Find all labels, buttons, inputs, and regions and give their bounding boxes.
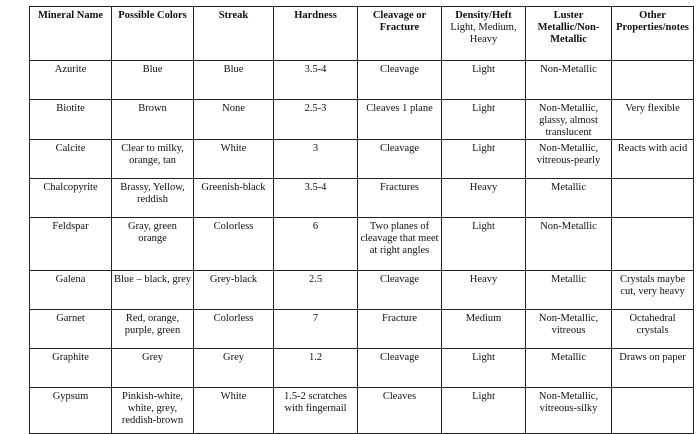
streak-cell: Greenish-black xyxy=(194,179,274,218)
cleavage-cell: Cleaves 1 plane xyxy=(358,100,442,140)
hardness-cell: 3.5-4 xyxy=(274,179,358,218)
cleavage-cell: Cleaves xyxy=(358,388,442,434)
possible-colors-cell: Blue – black, grey xyxy=(112,271,194,310)
cleavage-cell: Cleavage xyxy=(358,140,442,179)
other-properties-cell: Crystals maybe cut, very heavy xyxy=(612,271,694,310)
other-properties-cell xyxy=(612,61,694,100)
mineral-name-cell: Galena xyxy=(30,271,112,310)
mineral-name-cell: Feldspar xyxy=(30,218,112,271)
density-cell: Heavy xyxy=(442,179,526,218)
hardness-cell: 1.2 xyxy=(274,349,358,388)
other-properties-cell: Very flexible xyxy=(612,100,694,140)
header-mineral-name: Mineral Name xyxy=(30,7,112,61)
streak-cell: White xyxy=(194,388,274,434)
cleavage-cell: Cleavage xyxy=(358,61,442,100)
other-properties-cell: Reacts with acid xyxy=(612,140,694,179)
luster-cell: Non-Metallic xyxy=(526,218,612,271)
hardness-cell: 6 xyxy=(274,218,358,271)
streak-cell: White xyxy=(194,140,274,179)
mineral-properties-table xyxy=(29,6,694,434)
mineral-name-cell: Calcite xyxy=(30,140,112,179)
other-properties-cell: Draws on paper xyxy=(612,349,694,388)
mineral-name-cell: Garnet xyxy=(30,310,112,349)
cleavage-cell: Two planes of cleavage that meet at right angles xyxy=(358,218,442,271)
cleavage-cell: Cleavage xyxy=(358,349,442,388)
streak-cell: Blue xyxy=(194,61,274,100)
other-properties-cell xyxy=(612,218,694,271)
streak-cell: None xyxy=(194,100,274,140)
density-cell: Light xyxy=(442,349,526,388)
streak-cell: Colorless xyxy=(194,218,274,271)
other-properties-cell xyxy=(612,179,694,218)
hardness-cell: 1.5-2 scratches with fingernail xyxy=(274,388,358,434)
header-density-subtitle: Light, Medium, Heavy xyxy=(450,22,517,45)
density-cell: Light xyxy=(442,100,526,140)
cleavage-cell: Cleavage xyxy=(358,271,442,310)
hardness-cell: 3 xyxy=(274,140,358,179)
header-density-title: Density/Heft xyxy=(455,10,512,21)
table-row xyxy=(30,271,694,310)
mineral-name-cell: Azurite xyxy=(30,61,112,100)
mineral-table-sheet xyxy=(29,6,694,434)
mineral-name-cell: Biotite xyxy=(30,100,112,140)
streak-cell: Grey-black xyxy=(194,271,274,310)
density-cell: Light xyxy=(442,218,526,271)
possible-colors-cell: Clear to milky, orange, tan xyxy=(112,140,194,179)
density-cell: Light xyxy=(442,388,526,434)
density-cell: Light xyxy=(442,61,526,100)
table-row xyxy=(30,179,694,218)
cleavage-cell: Fractures xyxy=(358,179,442,218)
luster-cell: Metallic xyxy=(526,271,612,310)
luster-cell: Metallic xyxy=(526,349,612,388)
header-possible-colors: Possible Colors xyxy=(112,7,194,61)
header-luster: Luster Metallic/Non-Metallic xyxy=(526,7,612,61)
streak-cell: Grey xyxy=(194,349,274,388)
possible-colors-cell: Pinkish-white, white, grey, reddish-brown xyxy=(112,388,194,434)
luster-cell: Non-Metallic, glassy, almost translucent xyxy=(526,100,612,140)
table-row xyxy=(30,388,694,434)
density-cell: Medium xyxy=(442,310,526,349)
other-properties-cell: Octahedral crystals xyxy=(612,310,694,349)
mineral-name-cell: Graphite xyxy=(30,349,112,388)
table-row xyxy=(30,349,694,388)
possible-colors-cell: Brassy, Yellow, reddish xyxy=(112,179,194,218)
luster-cell: Non-Metallic, vitreous-pearly xyxy=(526,140,612,179)
possible-colors-cell: Red, orange, purple, green xyxy=(112,310,194,349)
possible-colors-cell: Grey xyxy=(112,349,194,388)
table-row xyxy=(30,140,694,179)
table-row xyxy=(30,100,694,140)
other-properties-cell xyxy=(612,388,694,434)
table-row xyxy=(30,218,694,271)
header-cleavage-fracture: Cleavage or Fracture xyxy=(358,7,442,61)
header-other-properties: Other Properties/notes xyxy=(612,7,694,61)
table-row xyxy=(30,310,694,349)
mineral-name-cell: Gypsum xyxy=(30,388,112,434)
header-streak: Streak xyxy=(194,7,274,61)
density-cell: Heavy xyxy=(442,271,526,310)
luster-cell: Non-Metallic xyxy=(526,61,612,100)
hardness-cell: 2.5-3 xyxy=(274,100,358,140)
possible-colors-cell: Brown xyxy=(112,100,194,140)
luster-cell: Non-Metallic, vitreous xyxy=(526,310,612,349)
hardness-cell: 7 xyxy=(274,310,358,349)
header-row xyxy=(30,7,694,61)
hardness-cell: 2.5 xyxy=(274,271,358,310)
mineral-name-cell: Chalcopyrite xyxy=(30,179,112,218)
possible-colors-cell: Blue xyxy=(112,61,194,100)
possible-colors-cell: Gray, green orange xyxy=(112,218,194,271)
header-hardness: Hardness xyxy=(274,7,358,61)
luster-cell: Non-Metallic, vitreous-silky xyxy=(526,388,612,434)
density-cell: Light xyxy=(442,140,526,179)
luster-cell: Metallic xyxy=(526,179,612,218)
header-density-heft xyxy=(442,7,526,61)
streak-cell: Colorless xyxy=(194,310,274,349)
hardness-cell: 3.5-4 xyxy=(274,61,358,100)
cleavage-cell: Fracture xyxy=(358,310,442,349)
table-row xyxy=(30,61,694,100)
